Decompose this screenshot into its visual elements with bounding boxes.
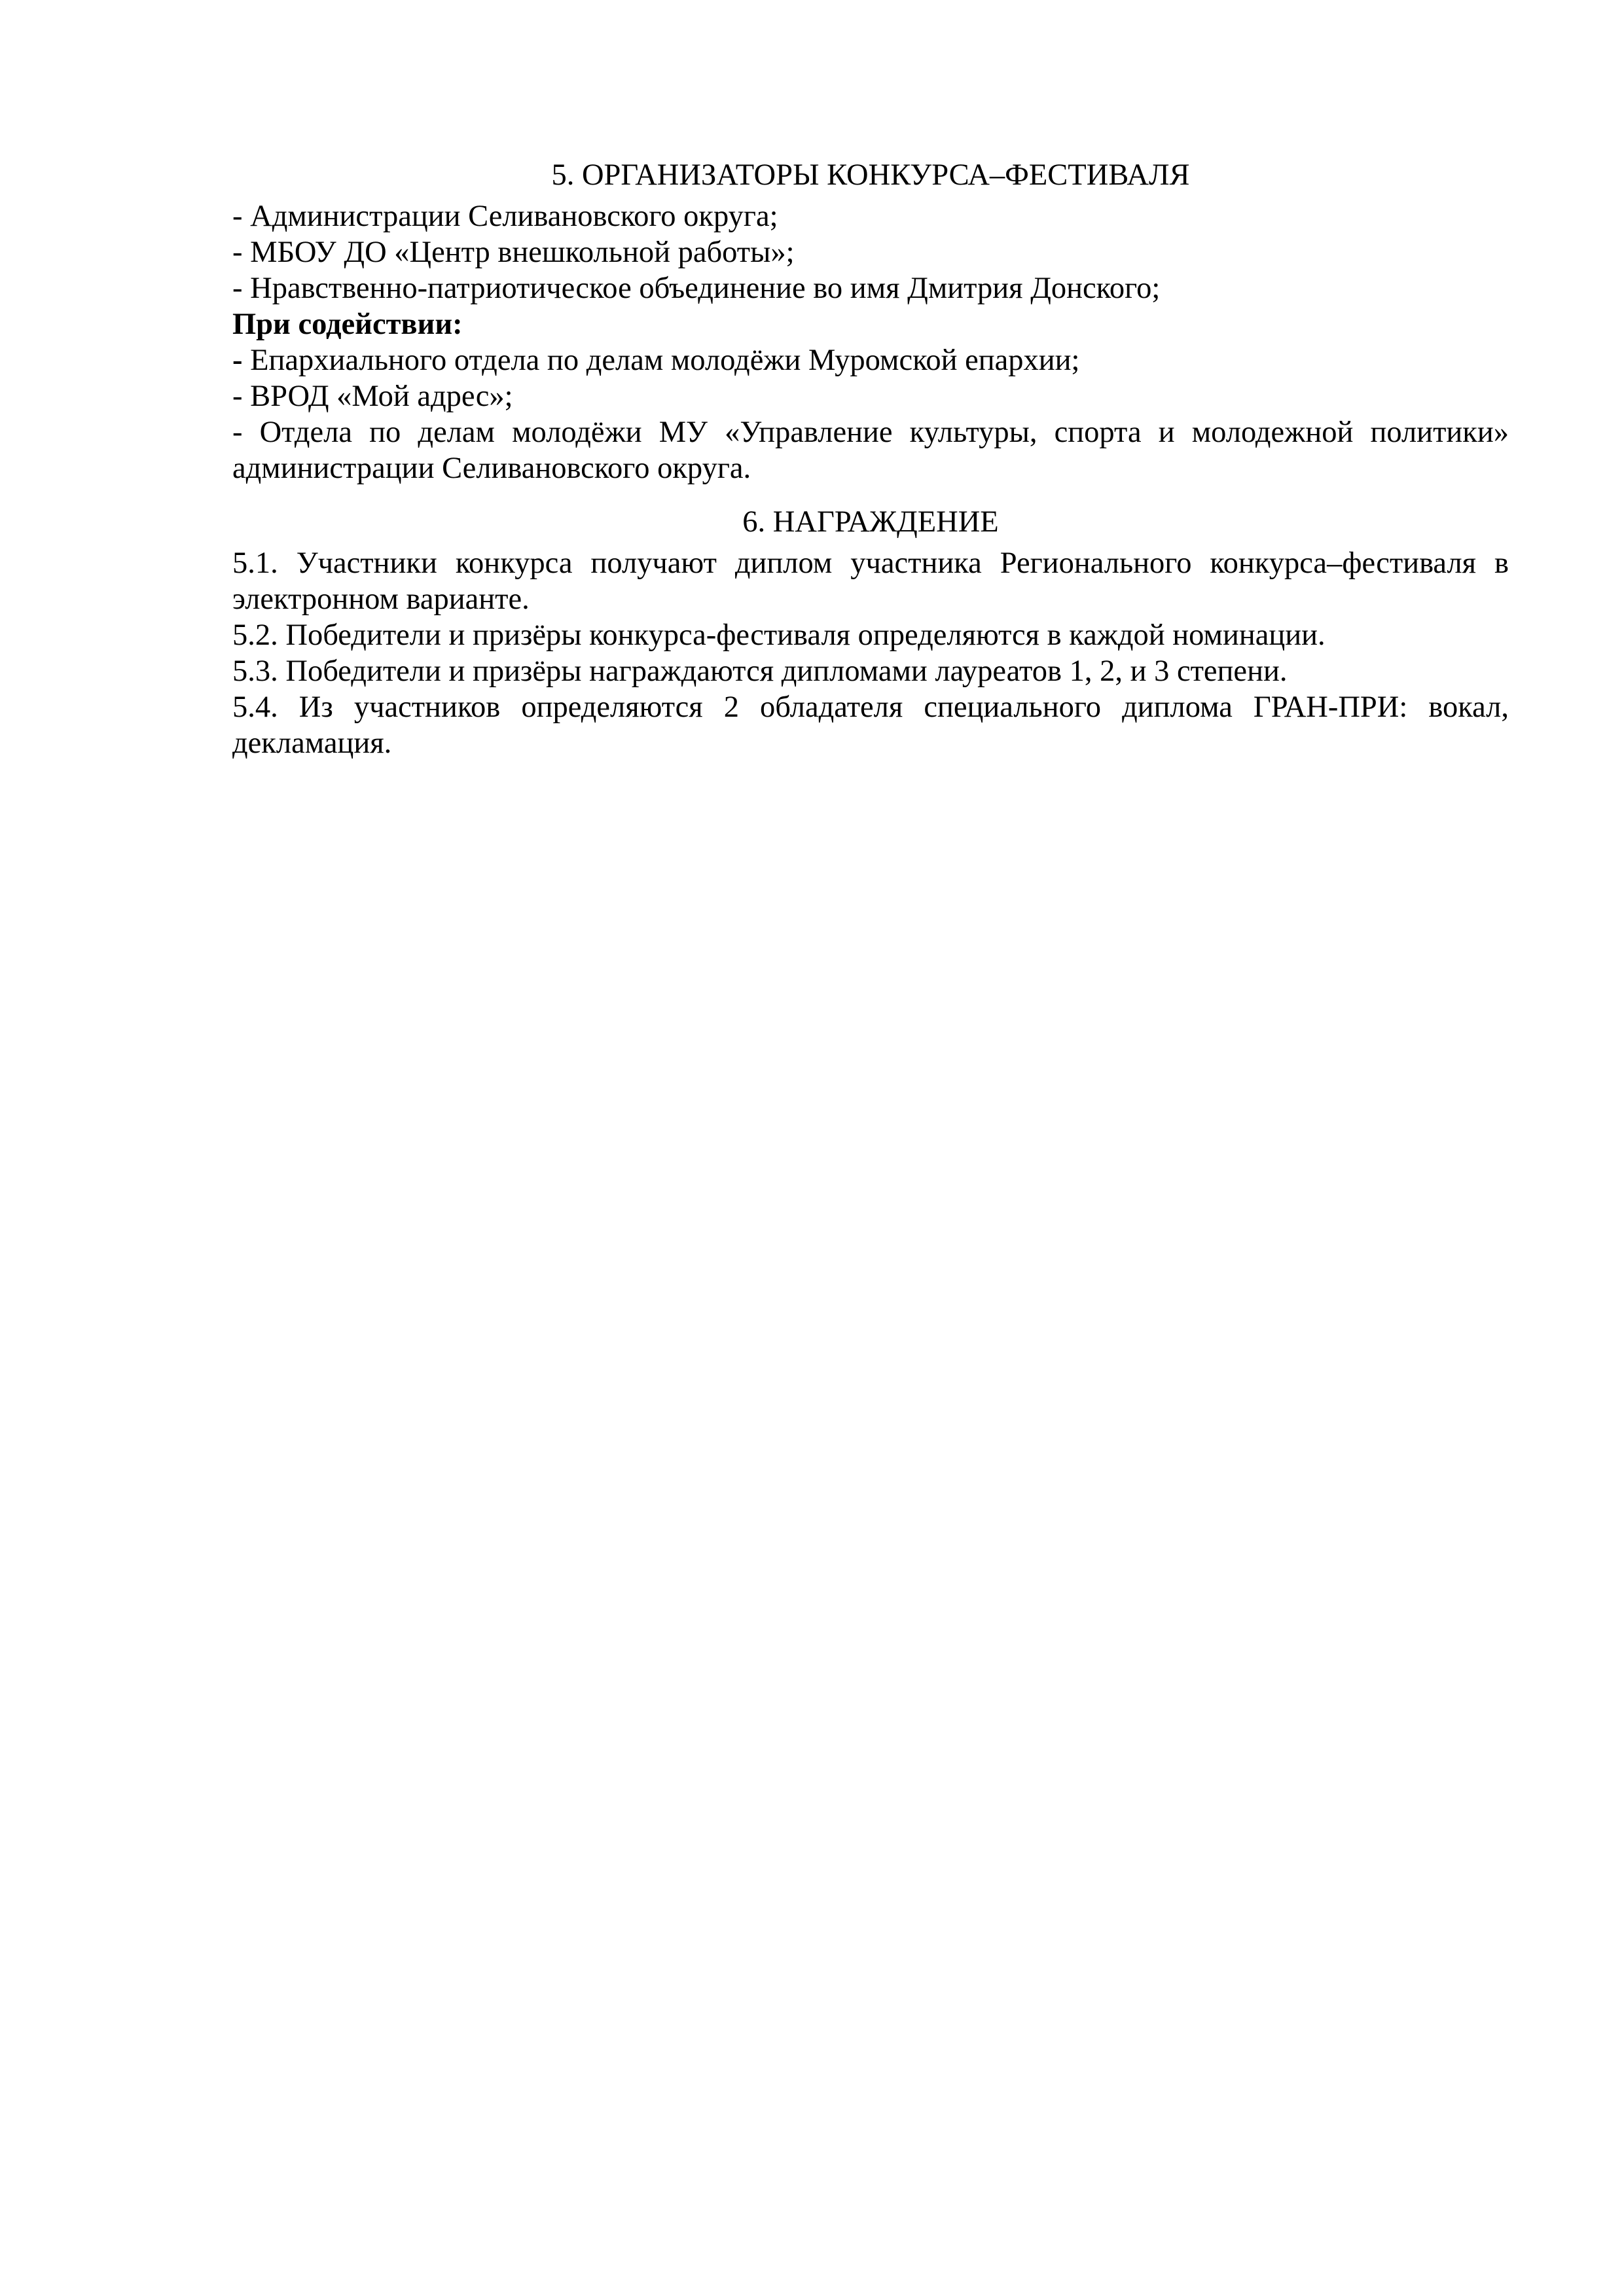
organizer-item-3: - Нравственно-патриотическое объединение во имя Дмитрия Донского;: [232, 272, 1161, 305]
section-5-title: 5. ОРГАНИЗАТОРЫ КОНКУРСА–ФЕСТИВАЛЯ: [551, 158, 1190, 192]
organizer-item-1: - Администрации Селивановского округа;: [232, 200, 778, 233]
award-item-2: 5.2. Победители и призёры конкурса-фестиваля определяются в каждой номинации.: [232, 619, 1326, 652]
assist-item-1-text: Епархиального отдела по делам молодёжи Муромской епархии;: [242, 344, 1080, 377]
assist-item-3: - Отдела по делам молодёжи МУ «Управление культуры, спорта и молодежной политики» администрации Селивановского округа.: [232, 416, 1509, 485]
award-item-4: 5.4. Из участников определяются 2 обладателя специального диплома ГРАН-ПРИ: вокал, декламация.: [232, 691, 1509, 760]
assist-item-1: - Епархиального отдела по делам молодёжи Муромской епархии;: [232, 344, 1080, 377]
award-item-1: 5.1. Участники конкурса получают диплом участника Регионального конкурса–фестиваля в электронном варианте.: [232, 547, 1509, 616]
assist-item-2: - ВРОД «Мой адрес»;: [232, 380, 513, 413]
award-item-3: 5.3. Победители и призёры награждаются дипломами лауреатов 1, 2, и 3 степени.: [232, 655, 1288, 688]
document-page: [232, 145, 1509, 761]
organizer-item-2: - МБОУ ДО «Центр внешкольной работы»;: [232, 236, 795, 269]
assist-label: При содействии:: [232, 308, 463, 341]
section-6-title: 6. НАГРАЖДЕНИЕ: [742, 505, 999, 539]
